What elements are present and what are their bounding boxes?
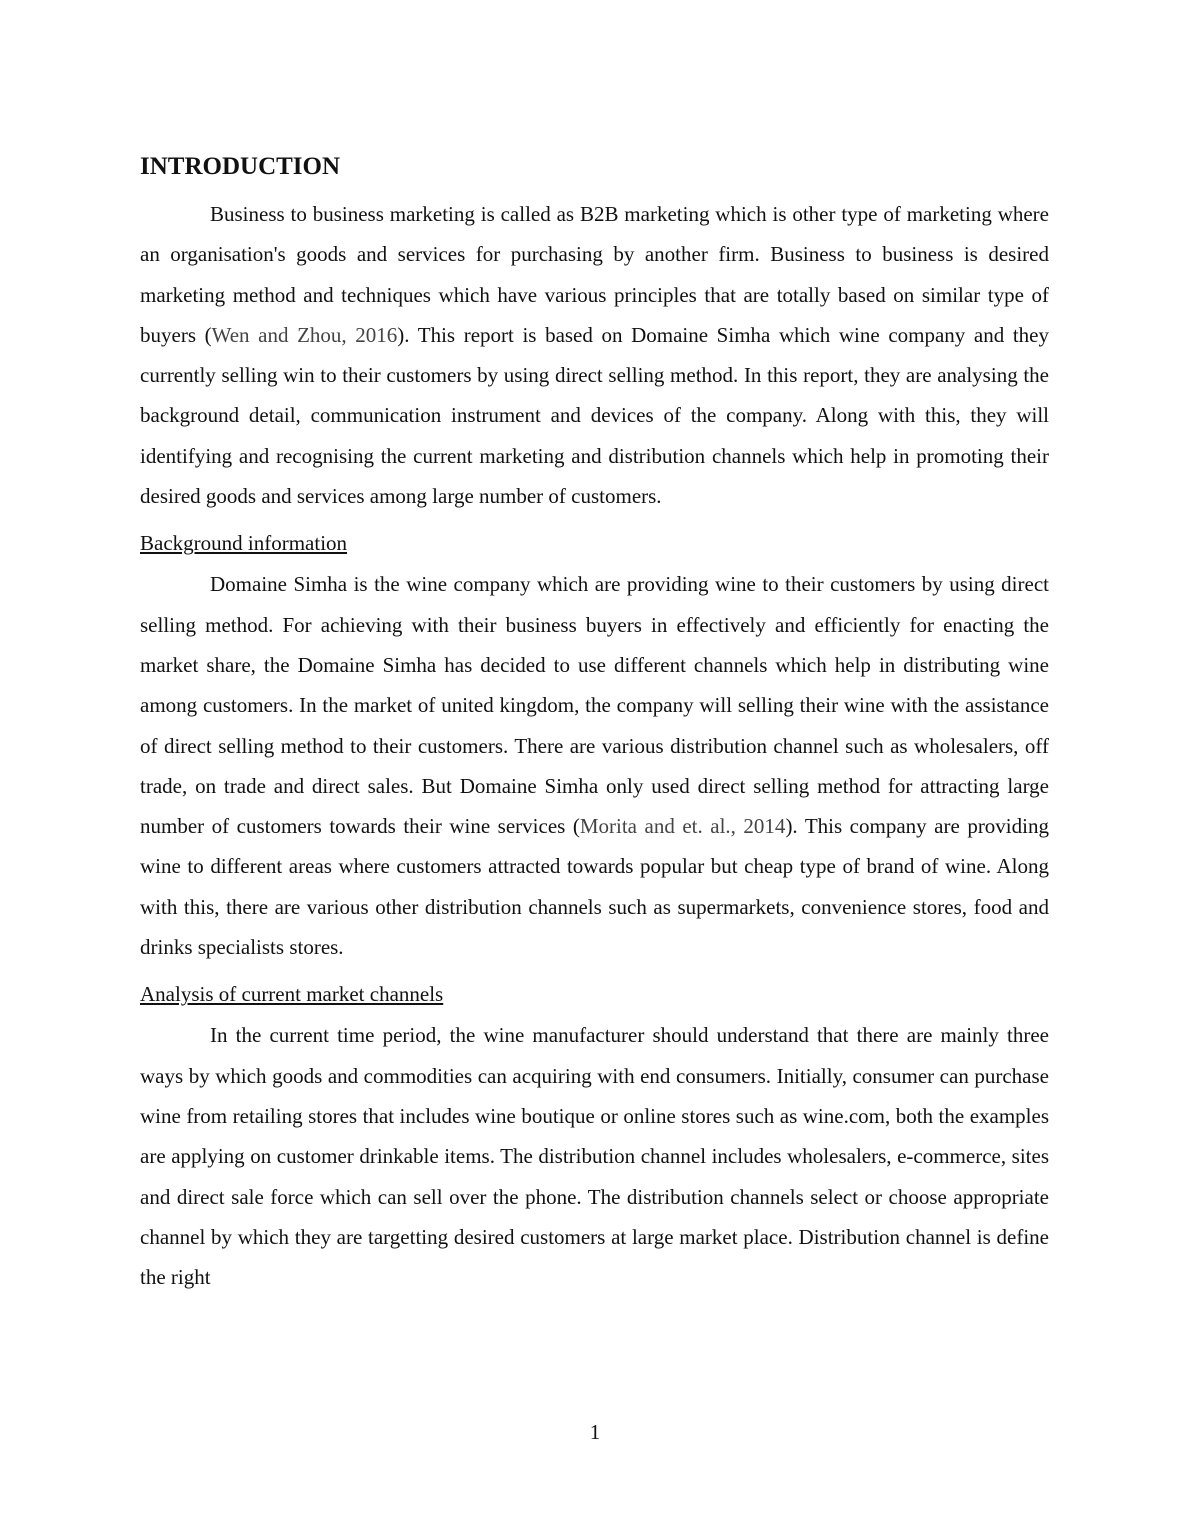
document-page	[140, 150, 1049, 1297]
citation-wen-zhou: Wen and Zhou, 2016	[211, 322, 398, 347]
introduction-heading: INTRODUCTION	[140, 153, 341, 180]
analysis-heading: Analysis of current market channels	[140, 982, 444, 1007]
citation-morita: Morita and et. al., 2014	[579, 814, 786, 839]
background-paragraph	[140, 564, 1049, 967]
background-text-1: Domaine Simha is the wine company which are providing wine to their customers by using direct selling method. For achieving with their business buyers in effectively and efficiently for enacting the market share, the Domaine Simha has decided to use different channels which help in distributing wine among customers. In the market of united kingdom, the company will selling their wine with the assistance of direct selling method to their customers. There are various distribution channel such as wholesalers, off trade, on trade and direct sales. But Domaine Simha only used direct selling method for attracting large number of customers towards their wine services (	[140, 572, 1049, 839]
background-heading: Background information	[140, 531, 348, 556]
introduction-text-2: ). This report is based on Domaine Simha which wine company and they currently selling win to their customers by using direct selling method. In this report, they are analysing the background detail, communication instrument and devices of the company. Along with this, they will identifying and recognising the current marketing and distribution channels which help in promoting their desired goods and services among large number of customers.	[140, 322, 1049, 509]
analysis-paragraph: In the current time period, the wine manufacturer should understand that there are mainly three ways by which goods and commodities can acquiring with end consumers. Initially, consumer can purchase wine from retailing stores that includes wine boutique or online stores such as wine.com, both the examples are applying on customer drinkable items. The distribution channel includes wholesalers, e-commerce, sites and direct sale force which can sell over the phone. The distribution channels select or choose appropriate channel by which they are targetting desired customers at large market place. Distribution channel is define the right	[140, 1023, 1049, 1290]
introduction-text-1: Business to business marketing is called as B2B marketing which is other type of marketing where an organisation's goods and services for purchasing by another firm. Business to business is desired marketing method and techniques which have various principles that are totally based on similar type of buyers (	[140, 202, 1049, 347]
background-text-2: ). This company are providing wine to different areas where customers attracted towards popular but cheap type of brand of wine. Along with this, there are various other distribution channels such as supermarkets, convenience stores, food and drinks specialists stores.	[140, 814, 1049, 960]
page-number: 1	[589, 1420, 601, 1444]
introduction-paragraph	[140, 194, 1049, 516]
